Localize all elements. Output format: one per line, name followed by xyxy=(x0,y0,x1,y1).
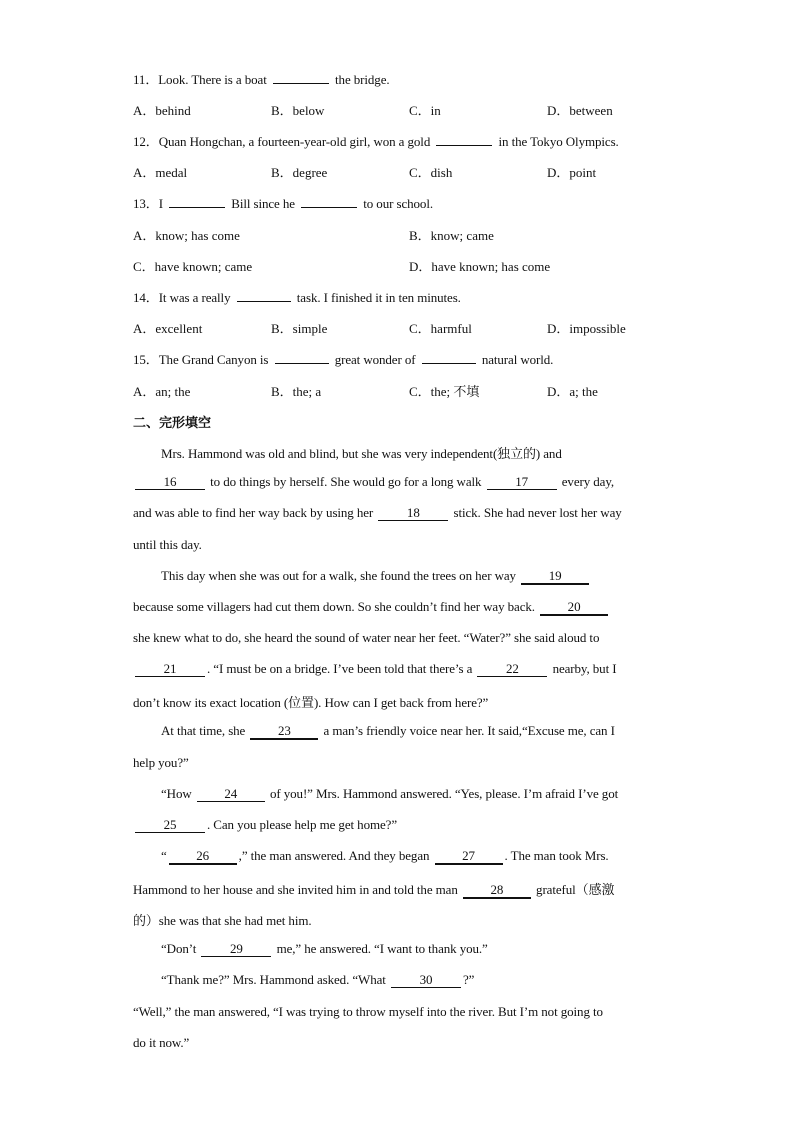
passage-text: to do things by herself. She would go for a long walk xyxy=(210,474,482,489)
passage-line xyxy=(161,848,609,865)
passage-text: help you?” xyxy=(133,755,189,770)
passage-line xyxy=(133,537,202,553)
option-a[interactable]: A．an; the xyxy=(133,384,191,399)
blank-26[interactable]: 26 xyxy=(169,849,237,865)
passage-text: don’t know its exact location (位置). How can I get back from here?” xyxy=(133,695,489,710)
option-d[interactable]: D．have known; has come xyxy=(409,259,551,274)
passage-line xyxy=(133,879,614,899)
answer-blank xyxy=(436,133,492,146)
passage-line xyxy=(161,443,562,462)
question-stem: great wonder of xyxy=(334,352,416,367)
option-b[interactable]: B．know; came xyxy=(409,228,494,243)
blank-24[interactable]: 24 xyxy=(197,787,265,802)
passage-text: Hammond to her house and she invited him in and told the man xyxy=(133,882,458,897)
passage-text: “Well,” the man answered, “I was trying to throw myself into the river. But I’m not going to xyxy=(133,1004,603,1019)
blank-30[interactable]: 30 xyxy=(391,973,461,988)
passage-line xyxy=(161,568,591,585)
question-stem: natural world. xyxy=(481,352,554,367)
passage-line xyxy=(133,817,397,833)
blank-20[interactable]: 20 xyxy=(540,600,608,616)
option-c[interactable]: C．the; 不填 xyxy=(409,384,480,399)
passage-text: At that time, she xyxy=(161,723,246,738)
blank-22[interactable]: 22 xyxy=(477,662,547,677)
passage-text: grateful（感激 xyxy=(536,882,615,897)
passage-line xyxy=(133,505,622,521)
answer-blank xyxy=(169,195,225,208)
passage-text: . The man took Mrs. xyxy=(504,848,609,863)
passage-text: do it now.” xyxy=(133,1035,190,1050)
question-stem: the bridge. xyxy=(335,72,390,87)
question-stem: Bill since he xyxy=(231,196,295,211)
blank-27[interactable]: 27 xyxy=(435,849,503,865)
question-stem: 12．Quan Hongchan, a fourteen-year-old girl, won a gold xyxy=(133,134,431,149)
option-a[interactable]: A．medal xyxy=(133,165,188,180)
answer-blank xyxy=(273,71,329,84)
blank-19[interactable]: 19 xyxy=(521,569,589,585)
blank-23[interactable]: 23 xyxy=(250,724,318,740)
passage-text: every day, xyxy=(561,474,615,489)
passage-text: stick. She had never lost her way xyxy=(453,505,622,520)
option-c[interactable]: C．have known; came xyxy=(133,259,253,274)
passage-line xyxy=(133,474,614,490)
option-b[interactable]: B．the; a xyxy=(271,384,322,399)
passage-line xyxy=(161,723,615,740)
question-stem: 11．Look. There is a boat xyxy=(133,72,267,87)
blank-16[interactable]: 16 xyxy=(135,475,205,490)
passage-text: and was able to find her way back by using her xyxy=(133,505,374,520)
passage-line xyxy=(133,1035,189,1051)
question-stem: to our school. xyxy=(363,196,433,211)
answer-blank xyxy=(301,195,357,208)
passage-text: This day when she was out for a walk, she found the trees on her way xyxy=(161,568,516,583)
option-d[interactable]: D．a; the xyxy=(547,384,598,399)
question-stem: in the Tokyo Olympics. xyxy=(498,134,619,149)
question-13 xyxy=(133,193,433,212)
blank-25[interactable]: 25 xyxy=(135,818,205,833)
passage-text: because some villagers had cut them down. So she couldn’t find her way back. xyxy=(133,599,535,614)
question-14 xyxy=(133,287,461,306)
passage-text: a man’s friendly voice near her. It said,“Excuse me, can I xyxy=(323,723,615,738)
passage-line xyxy=(161,941,488,957)
blank-28[interactable]: 28 xyxy=(463,883,531,899)
blank-21[interactable]: 21 xyxy=(135,662,205,677)
section-title: 二、完形填空 xyxy=(133,416,212,431)
passage-line xyxy=(161,786,618,802)
passage-line xyxy=(133,599,610,616)
option-d[interactable]: D．impossible xyxy=(547,321,626,336)
option-b[interactable]: B．simple xyxy=(271,321,328,336)
passage-line xyxy=(133,755,189,771)
passage-line xyxy=(161,972,474,988)
blank-17[interactable]: 17 xyxy=(487,475,557,490)
option-d[interactable]: D．between xyxy=(547,103,613,118)
question-stem: 15．The Grand Canyon is xyxy=(133,352,269,367)
question-12 xyxy=(133,131,619,150)
question-stem: 14．It was a really xyxy=(133,290,231,305)
passage-text: me,” he answered. “I want to thank you.” xyxy=(276,941,488,956)
option-a[interactable]: A．behind xyxy=(133,103,191,118)
passage-text: 的）she was that she had met him. xyxy=(133,913,312,928)
passage-text: ,” the man answered. And they began xyxy=(238,848,430,863)
passage-text: . Can you please help me get home?” xyxy=(207,817,397,832)
blank-18[interactable]: 18 xyxy=(378,506,448,521)
option-b[interactable]: B．below xyxy=(271,103,325,118)
question-15 xyxy=(133,349,553,368)
passage-text: until this day. xyxy=(133,537,202,552)
passage-text: “ xyxy=(161,848,167,863)
passage-text: of you!” Mrs. Hammond answered. “Yes, please. I’m afraid I’ve got xyxy=(269,786,619,801)
passage-text: “How xyxy=(161,786,192,801)
passage-text: ?” xyxy=(462,972,475,987)
option-c[interactable]: C．harmful xyxy=(409,321,472,336)
passage-text: she knew what to do, she heard the sound of water near her feet. “Water?” she said aloud to xyxy=(133,630,600,645)
passage-line xyxy=(133,910,312,929)
option-b[interactable]: B．degree xyxy=(271,165,328,180)
passage-text: nearby, but I xyxy=(552,661,617,676)
question-stem: task. I finished it in ten minutes. xyxy=(296,290,461,305)
passage-text: “Don’t xyxy=(161,941,197,956)
passage-line xyxy=(133,692,488,711)
option-d[interactable]: D．point xyxy=(547,165,597,180)
option-c[interactable]: C．dish xyxy=(409,165,453,180)
question-11 xyxy=(133,69,390,88)
passage-text: . “I must be on a bridge. I’ve been told that there’s a xyxy=(207,661,473,676)
option-c[interactable]: C．in xyxy=(409,103,441,118)
blank-29[interactable]: 29 xyxy=(201,942,271,957)
passage-line xyxy=(133,1004,603,1020)
passage-line xyxy=(133,630,599,646)
answer-blank xyxy=(275,351,329,364)
passage-text: “Thank me?” Mrs. Hammond asked. “What xyxy=(161,972,386,987)
passage-line xyxy=(133,661,616,677)
answer-blank xyxy=(422,351,476,364)
option-a[interactable]: A．excellent xyxy=(133,321,203,336)
option-a[interactable]: A．know; has come xyxy=(133,228,240,243)
answer-blank xyxy=(237,289,291,302)
passage-text: Mrs. Hammond was old and blind, but she was very independent(独立的) and xyxy=(161,446,562,461)
question-stem: 13．I xyxy=(133,196,163,211)
